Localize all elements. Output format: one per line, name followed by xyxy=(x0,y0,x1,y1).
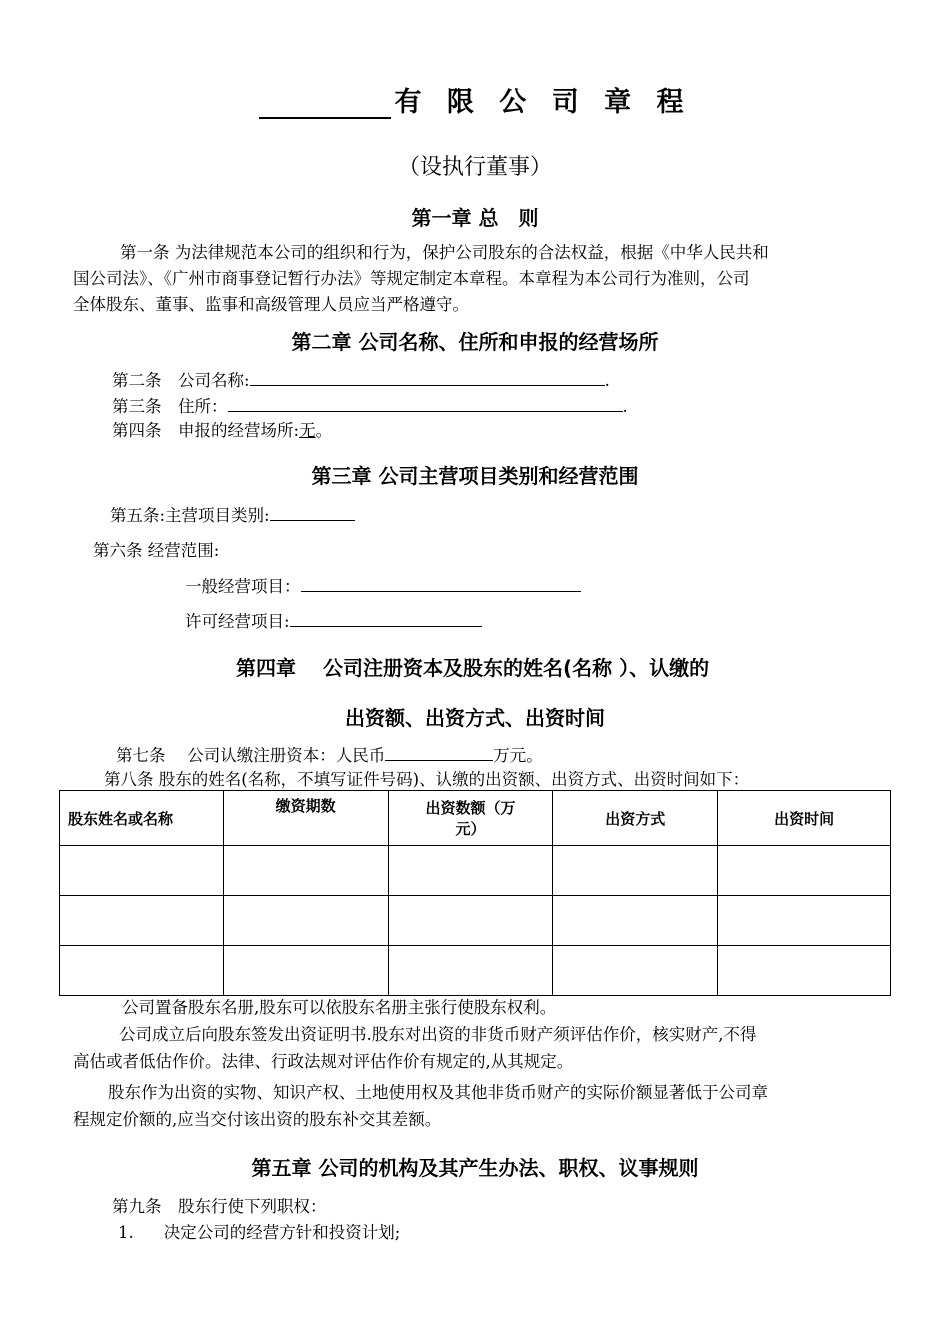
general-business xyxy=(185,573,581,597)
article-4 xyxy=(112,417,332,441)
company-name-field xyxy=(250,367,605,386)
paragraph-capital-certificate-line-1: 公司成立后向股东签发出资证明书.股东对出资的非货币财产须评估作价，核实财产,不得 xyxy=(119,1025,757,1044)
registered-capital-field xyxy=(385,742,493,761)
header-contribution-time: 出资时间 xyxy=(718,791,891,846)
chapter-4-heading-line-1: 第四章 公司注册资本及股东的姓名(名称 ）、认缴的 xyxy=(236,656,710,680)
chapter-1-heading: 第一章 总 则 xyxy=(411,206,539,230)
table-row xyxy=(60,846,891,896)
article-7-suffix: 万元。 xyxy=(493,746,543,765)
general-business-label: 一般经营项目： xyxy=(185,577,301,596)
article-4-value: 无 xyxy=(299,421,316,440)
paragraph-non-monetary-line-1: 股东作为出资的实物、知识产权、土地使用权及其他非货币财产的实际价额显著低于公司章 xyxy=(108,1083,768,1102)
article-3-label: 第三条 住所： xyxy=(112,397,228,416)
header-payment-period: 缴资期数 xyxy=(223,791,388,846)
article-2 xyxy=(112,367,610,391)
article-7-prefix: 第七条 公司认缴注册资本：人民币 xyxy=(116,746,386,765)
table-cell[interactable] xyxy=(388,946,553,996)
article-3 xyxy=(112,393,628,417)
article-6: 第六条 经营范围: xyxy=(93,541,220,560)
table-cell[interactable] xyxy=(553,896,718,946)
document-subtitle: （设执行董事） xyxy=(397,155,552,180)
table-cell[interactable] xyxy=(223,946,388,996)
table-cell[interactable] xyxy=(718,846,891,896)
article-1-line-1: 第一条 为法律规范本公司的组织和行为，保护公司股东的合法权益，根据《中华人民共和 xyxy=(120,243,769,262)
article-8: 第八条 股东的姓名(名称，不填写证件号码)、认缴的出资额、出资方式、出资时间如下： xyxy=(104,770,750,789)
list-item-number: 1. xyxy=(118,1223,134,1242)
article-1-line-2: 国公司法》、《广州市商事登记暂行办法》等规定制定本章程。本章程为本公司行为准则，公司 xyxy=(73,269,750,288)
chapter-3-heading: 第三章 公司主营项目类别和经营范围 xyxy=(311,464,639,488)
list-item-text: 决定公司的经营方针和投资计划; xyxy=(163,1223,401,1242)
chapter-2-heading: 第二章 公司名称、住所和申报的经营场所 xyxy=(291,330,659,354)
article-4-end: 。 xyxy=(315,421,333,440)
licensed-business-field xyxy=(290,608,482,627)
article-3-end: . xyxy=(622,397,628,416)
paragraph-non-monetary-line-2: 程规定价额的,应当交付该出资的股东补交其差额。 xyxy=(73,1110,442,1129)
chapter-5-heading: 第五章 公司的机构及其产生办法、职权、议事规则 xyxy=(251,1156,699,1180)
table-cell[interactable] xyxy=(223,846,388,896)
table-cell[interactable] xyxy=(60,896,224,946)
table-cell[interactable] xyxy=(718,896,891,946)
article-2-label: 第二条 公司名称: xyxy=(112,371,250,390)
table-row xyxy=(60,946,891,996)
article-5 xyxy=(110,502,355,526)
header-contribution-method: 出资方式 xyxy=(553,791,718,846)
article-4-label: 第四条 申报的经营场所: xyxy=(112,421,300,440)
header-contribution-amount-line-1: 出资数额（万 xyxy=(425,799,516,817)
table-row xyxy=(60,896,891,946)
article-1-line-3: 全体股东、董事、监事和高级管理人员应当严格遵守。 xyxy=(73,295,469,314)
licensed-business xyxy=(185,608,482,632)
header-shareholder-name: 股东姓名或名称 xyxy=(60,791,224,846)
paragraph-shareholder-register: 公司置备股东名册,股东可以依股东名册主张行使股东权利。 xyxy=(122,998,557,1017)
header-contribution-amount-line-2: 元） xyxy=(455,820,486,838)
article-7 xyxy=(116,742,543,766)
document-title xyxy=(0,80,950,119)
table-cell[interactable] xyxy=(388,846,553,896)
list-item xyxy=(118,1219,400,1243)
company-name-blank xyxy=(259,89,391,119)
table-cell[interactable] xyxy=(553,946,718,996)
table-cell[interactable] xyxy=(60,946,224,996)
chapter-4-heading-line-2: 出资额、出资方式、出资时间 xyxy=(345,706,605,730)
general-business-field xyxy=(301,573,581,592)
table-header-row xyxy=(60,791,891,846)
address-field xyxy=(228,393,623,412)
shareholder-table xyxy=(59,790,891,996)
licensed-business-label: 许可经营项目: xyxy=(185,612,290,631)
title-text: 有 限 公 司 章 程 xyxy=(394,87,692,118)
table-cell[interactable] xyxy=(718,946,891,996)
table-cell[interactable] xyxy=(388,896,553,946)
article-5-label: 第五条:主营项目类别: xyxy=(110,506,270,525)
main-category-field xyxy=(270,502,355,521)
article-9: 第九条 股东行使下列职权： xyxy=(112,1197,327,1216)
article-2-end: . xyxy=(604,371,610,390)
paragraph-capital-certificate-line-2: 高估或者低估作价。法律、行政法规对评估作价有规定的,从其规定。 xyxy=(73,1052,574,1071)
table-cell[interactable] xyxy=(223,896,388,946)
table-cell[interactable] xyxy=(553,846,718,896)
header-contribution-amount xyxy=(388,791,553,846)
table-cell[interactable] xyxy=(60,846,224,896)
